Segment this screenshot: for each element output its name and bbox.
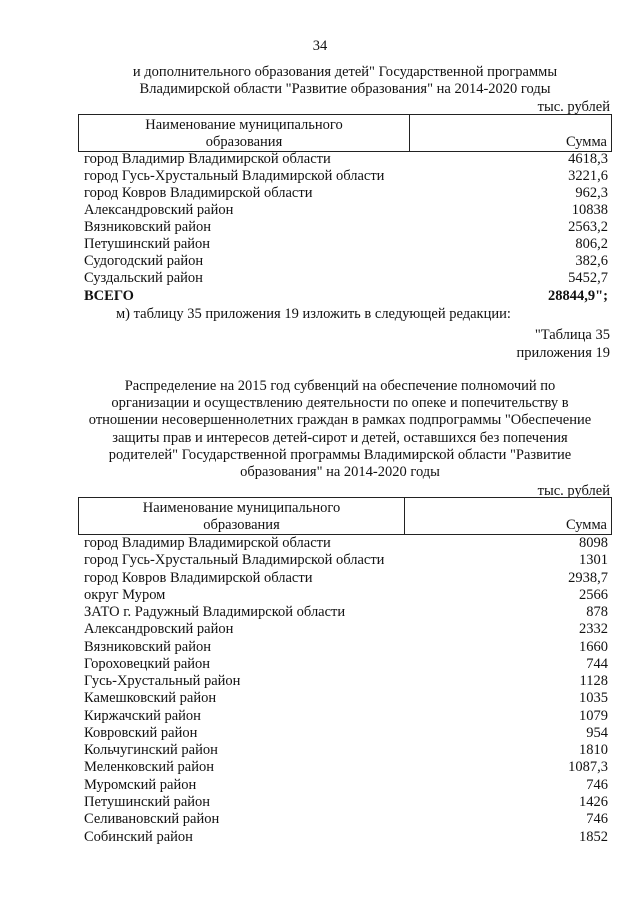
table-row	[84, 639, 608, 656]
row-value: 2938,7	[568, 570, 608, 586]
row-value: 382,6	[575, 253, 608, 269]
row-name: Александровский район	[84, 202, 234, 218]
table-row	[84, 168, 608, 185]
row-value: 2332	[579, 621, 608, 637]
row-value: 2566	[579, 587, 608, 603]
table-row	[84, 202, 608, 219]
table-row	[84, 759, 608, 776]
table-row	[84, 570, 608, 587]
table1-header-sum: Сумма	[565, 134, 607, 150]
row-name: город Ковров Владимирской области	[84, 185, 313, 201]
table-row	[84, 811, 608, 828]
row-value: 10838	[571, 202, 608, 218]
table-ref-1: "Таблица 35	[534, 327, 610, 343]
row-name: Селивановский район	[84, 811, 220, 827]
row-value: 1035	[579, 690, 608, 706]
table2-header-divider	[404, 498, 405, 534]
row-name: Вязниковский район	[84, 219, 211, 235]
table2-header-sum: Сумма	[565, 517, 607, 533]
row-name: ЗАТО г. Радужный Владимирской области	[84, 604, 346, 620]
total-value: 28844,9";	[547, 288, 608, 304]
table-row	[84, 690, 608, 707]
row-value: 954	[586, 725, 608, 741]
table2-header-name-2: образования	[203, 517, 280, 533]
row-name: округ Муром	[84, 587, 166, 603]
row-value: 4618,3	[568, 151, 608, 167]
row-value: 1128	[579, 673, 608, 689]
row-value: 746	[586, 811, 608, 827]
table-row	[84, 587, 608, 604]
row-name: Вязниковский район	[84, 639, 211, 655]
total-row	[84, 288, 608, 305]
row-name: Киржачский район	[84, 708, 201, 724]
row-name: Меленковский район	[84, 759, 214, 775]
table-row	[84, 552, 608, 569]
row-value: 1660	[579, 639, 608, 655]
title-line-5: родителей" Государственной программы Владимирской области "Развитие	[108, 447, 572, 463]
table1-header	[78, 114, 612, 152]
table-row	[84, 656, 608, 673]
title-line-6: образования" на 2014-2020 годы	[240, 464, 440, 480]
row-name: Гусь-Хрустальный район	[84, 673, 241, 689]
title-line-2: организации и осуществлению деятельности по опеке и попечительству в	[111, 395, 569, 411]
table-row	[84, 535, 608, 552]
page-number: 34	[312, 38, 328, 54]
row-value: 3221,6	[568, 168, 608, 184]
row-name: город Гусь-Хрустальный Владимирской области	[84, 168, 385, 184]
table1-header-name-1: Наименование муниципального	[145, 117, 343, 133]
table-row	[84, 673, 608, 690]
row-name: Александровский район	[84, 621, 234, 637]
row-name: Петушинский район	[84, 794, 211, 810]
title-line-4: защиты прав и интересов детей-сирот и детей, оставшихся без попечения	[112, 430, 568, 446]
row-value: 1087,3	[568, 759, 608, 775]
row-name: Кольчугинский район	[84, 742, 218, 758]
table-row	[84, 777, 608, 794]
row-value: 806,2	[575, 236, 608, 252]
row-value: 1426	[579, 794, 608, 810]
table-row	[84, 253, 608, 270]
row-name: Судогодский район	[84, 253, 204, 269]
row-value: 5452,7	[568, 270, 608, 286]
row-name: город Владимир Владимирской области	[84, 535, 331, 551]
row-value: 1301	[579, 552, 608, 568]
row-name: город Гусь-Хрустальный Владимирской области	[84, 552, 385, 568]
row-value: 962,3	[575, 185, 608, 201]
table-row	[84, 794, 608, 811]
row-value: 2563,2	[568, 219, 608, 235]
row-name: Петушинский район	[84, 236, 211, 252]
table-row	[84, 270, 608, 287]
table-row	[84, 604, 608, 621]
table-row	[84, 219, 608, 236]
row-value: 1079	[579, 708, 608, 724]
table-ref-2: приложения 19	[516, 345, 610, 361]
row-name: Муромский район	[84, 777, 197, 793]
table1-header-name-2: образования	[205, 134, 283, 150]
table-row	[84, 725, 608, 742]
table2-header	[78, 497, 612, 535]
total-label: ВСЕГО	[84, 288, 134, 304]
table-row	[84, 708, 608, 725]
row-name: город Ковров Владимирской области	[84, 570, 313, 586]
row-name: Суздальский район	[84, 270, 203, 286]
row-value: 746	[586, 777, 608, 793]
row-name: Ковровский район	[84, 725, 198, 741]
intro-line-1: и дополнительного образования детей" Государственной программы	[132, 64, 558, 80]
title-line-3: отношении несовершеннолетних граждан в рамках подпрограммы "Обеспечение	[88, 412, 592, 428]
row-value: 1810	[579, 742, 608, 758]
table1-header-divider	[409, 115, 410, 151]
row-value: 878	[586, 604, 608, 620]
row-value: 1852	[579, 829, 608, 845]
row-value: 744	[586, 656, 608, 672]
table1-unit: тыс. рублей	[537, 99, 610, 115]
row-name: город Владимир Владимирской области	[84, 151, 331, 167]
table2-header-name-1: Наименование муниципального	[142, 500, 341, 516]
table-row	[84, 236, 608, 253]
intro-line-2: Владимирской области "Развитие образования" на 2014-2020 годы	[139, 81, 551, 97]
row-value: 8098	[579, 535, 608, 551]
amendment-text: м) таблицу 35 приложения 19 изложить в следующей редакции:	[116, 306, 511, 322]
row-name: Гороховецкий район	[84, 656, 211, 672]
table-row	[84, 185, 608, 202]
table2-unit: тыс. рублей	[537, 483, 610, 499]
table-row	[84, 829, 608, 846]
table-row	[84, 621, 608, 638]
row-name: Собинский район	[84, 829, 193, 845]
row-name: Камешковский район	[84, 690, 217, 706]
table-row	[84, 742, 608, 759]
table-row	[84, 151, 608, 168]
title-line-1: Распределение на 2015 год субвенций на обеспечение полномочий по	[124, 378, 556, 394]
